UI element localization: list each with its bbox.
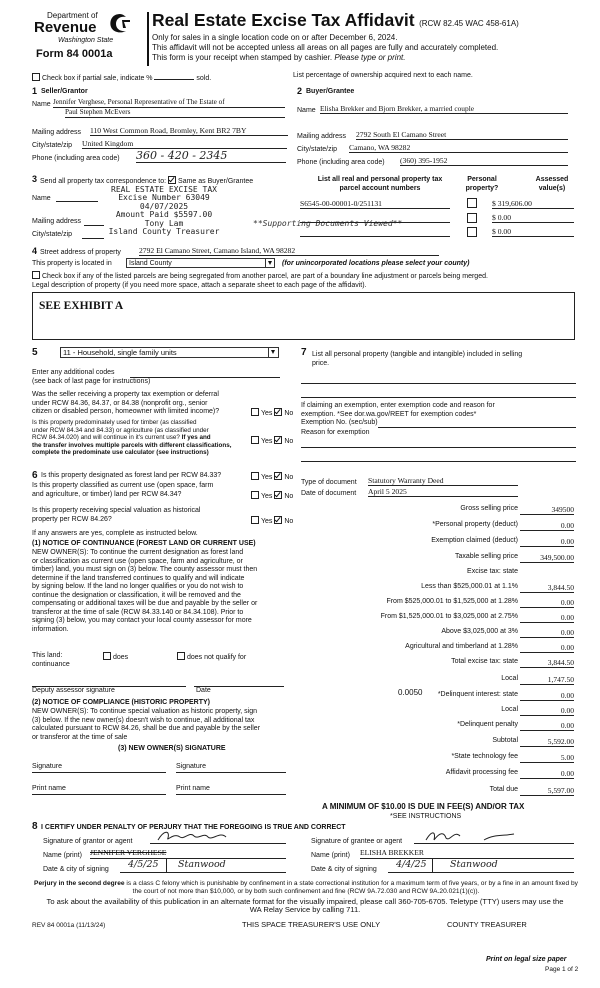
calc-value[interactable]: 0.00 <box>520 706 574 716</box>
local-rate: 0.0050 <box>398 688 423 697</box>
calc-value[interactable]: 0.00 <box>520 643 574 653</box>
same-as-buyer-checkbox[interactable] <box>168 176 176 184</box>
s6-q1-yes-checkbox[interactable] <box>251 472 259 480</box>
q2-text <box>32 419 252 457</box>
q2-line-2: under RCW 84.34 and 84.33) or agriculture (as classified under <box>32 426 209 434</box>
county-select[interactable]: Island County <box>126 258 268 268</box>
s6-q2-yesno <box>251 491 293 502</box>
calc-value[interactable]: 0.00 <box>520 598 574 608</box>
calc-label: Taxable selling price <box>454 553 518 560</box>
does-not-option <box>177 652 246 663</box>
corr-mail-field[interactable] <box>84 224 104 226</box>
ownership-note: List percentage of ownership acquired next to each name. <box>293 72 473 79</box>
q1-yesno <box>251 408 293 419</box>
owner-print-label-1: Print name <box>32 785 66 792</box>
legal-label: Legal description of property (if you need more space, attach a separate sheet to each page of the affidavit). <box>32 282 367 289</box>
deputy-label: Deputy assessor signature <box>32 687 115 694</box>
grantor-date: 4/5/25 <box>128 859 159 870</box>
calc-value[interactable]: 0.00 <box>520 691 574 701</box>
calc-label: Total due <box>489 786 518 793</box>
calc-value[interactable]: 1,747.50 <box>520 675 574 685</box>
parcel-number[interactable]: S6545-00-00001-0/251131 <box>300 199 450 209</box>
grantee-city: Stanwood <box>450 859 498 870</box>
segregated-label: Check box if any of the listed parcels are being segregated from another parcel, are part of a boundary line adjustment or parcels being merged. <box>42 273 488 280</box>
grantee-date: 4/4/25 <box>396 859 427 870</box>
stamp-line-1: REAL ESTATE EXCISE TAX <box>111 185 217 194</box>
s6-q3-yes-checkbox[interactable] <box>251 516 259 524</box>
q2-yesno <box>251 436 293 447</box>
calc-label: Total excise tax: state <box>451 658 518 665</box>
partial-sale-label: Check box if partial sale, indicate % <box>42 75 153 82</box>
s6-q3-no-checkbox[interactable] <box>274 516 282 524</box>
notice2-line-4: or transferor at the time of sale <box>32 733 128 741</box>
stamp-line-2: Excise Number 63049 <box>118 193 210 203</box>
segregated-checkbox[interactable] <box>32 271 40 279</box>
seller-name-label: Name <box>32 101 51 108</box>
assessed-heading-2: value(s) <box>538 184 566 192</box>
calc-label: Excise tax: state <box>467 568 518 575</box>
calc-label: Local <box>501 706 518 713</box>
grantor-date-label: Date & city of signing <box>43 866 109 873</box>
seller-mail[interactable]: 110 West Common Road, Bromley, Kent BR2 7BY <box>90 126 288 136</box>
calc-value[interactable]: 0.00 <box>520 521 574 531</box>
corr-mail-label: Mailing address <box>32 218 82 225</box>
perjury-text: is a class C felony which is punishable by confinement in a state correctional institution for a maximum term of five years, or by a fine in an amount fixed by the court of not more than $10,000, or by both such confinement and fine (RCW 9A.72.030 and RCW 9A.20.021(1)(c)). <box>126 880 578 895</box>
same-as-buyer-label: Same as Buyer/Grantee <box>178 178 254 185</box>
seller-name-line1[interactable]: Jennifer Verghese, Personal Representative of The Estate of <box>53 98 285 108</box>
subtitle-2: This affidavit will not be accepted unless all areas on all pages are fully and accurately completed. <box>152 43 499 52</box>
seller-city-label: City/state/zip <box>32 142 73 149</box>
s6-q3-line-1: Is this property receiving special valuation as historical <box>32 507 201 514</box>
grantee-date-city[interactable] <box>388 859 574 873</box>
street-label: Street address of property <box>40 249 121 256</box>
q1-line-2: under RCW 84.36, 84.37, or 84.38 (nonprofit org., senior <box>32 399 208 407</box>
parcel-heading <box>300 176 460 193</box>
does-option <box>103 652 128 663</box>
seller-phone-label: Phone (including area code) <box>32 155 120 162</box>
page-title <box>152 10 519 31</box>
assessed-value-3[interactable]: $ 0.00 <box>492 227 574 237</box>
q2-bold-1: If yes and <box>181 434 211 441</box>
personal-checkbox-3[interactable] <box>467 227 477 237</box>
grantee-date-divider <box>432 859 433 872</box>
use-code-select[interactable]: 11 - Household, single family units <box>60 347 270 358</box>
q1-line-3: citizen or disabled person, homeowner with limited income)? <box>32 408 220 415</box>
rev-number: REV 84 0001a (11/13/24) <box>32 922 106 929</box>
notice1-line-7: compensating or additional taxes will be due and payable by the seller or <box>32 600 258 607</box>
buyer-mail-label: Mailing address <box>297 133 347 140</box>
calc-label: *Personal property (deduct) <box>432 521 518 528</box>
tax-calculation <box>290 505 580 795</box>
q1-yes-checkbox[interactable] <box>251 408 259 416</box>
section-7-line-1: List all personal property (tangible and intangible) included in selling <box>312 351 523 358</box>
certify: I CERTIFY UNDER PENALTY OF PERJURY THAT THE FOREGOING IS TRUE AND CORRECT <box>41 824 346 831</box>
q1-text <box>32 391 219 417</box>
street-address[interactable]: 2792 El Camano Street, Camano Island, WA 98282 <box>139 246 439 256</box>
corr-city-label: City/state/zip <box>32 231 73 238</box>
corr-name-label: Name <box>32 195 51 202</box>
grantor-city: Stanwood <box>178 859 226 870</box>
calc-value[interactable]: 5.00 <box>520 753 574 763</box>
calc-label: Above $3,025,000 at 3% <box>441 628 518 635</box>
subtitle-3 <box>152 53 405 62</box>
buyer-name[interactable]: Elisha Brekker and Bjorn Brekker, a married couple <box>320 104 568 114</box>
does-checkbox[interactable] <box>103 652 111 660</box>
personal-heading-1: Personal <box>467 176 497 183</box>
calc-value[interactable]: 3,844.50 <box>520 658 574 668</box>
form-title: Real Estate Excise Tax Affidavit <box>152 10 415 30</box>
doc-date-label: Date of document <box>301 490 357 497</box>
notice2-line-2: (3) below. If the new owner(s) doesn't wish to continue, all additional tax <box>32 716 255 724</box>
q1-yes-label: Yes <box>261 410 273 417</box>
calc-label: From $1,525,000.01 to $3,025,000 at 2.75% <box>380 613 518 620</box>
calc-label: Local <box>501 675 518 682</box>
s6-note: If any answers are yes, complete as instructed below. <box>32 530 198 537</box>
assessed-heading <box>530 176 574 193</box>
does-label: does <box>113 654 129 661</box>
q1-no-checkbox[interactable] <box>274 408 282 416</box>
exemption-text <box>301 402 495 419</box>
grantor-signature-mark <box>150 828 270 844</box>
grantor-date-city[interactable] <box>120 859 286 873</box>
s6-q1-yesno <box>251 472 293 483</box>
section-6-num: 6 <box>32 470 38 481</box>
subtitle-3b: Please type or print. <box>334 53 406 62</box>
buyer-mail[interactable]: 2792 South El Camano Street <box>356 130 568 140</box>
q2-bold-3: complete the predominate use calculator (see instructions) <box>32 449 209 456</box>
deputy-date-label: Date <box>196 687 211 694</box>
seller-heading: Seller/Grantor <box>41 88 88 95</box>
minimum-note: A MINIMUM OF $10.00 IS DUE IN FEE(S) AND/OR TAX <box>322 802 525 811</box>
calc-label: Less than $525,000.01 at 1.1% <box>421 583 518 590</box>
q2-yes-checkbox[interactable] <box>251 436 259 444</box>
subtitle-1: Only for sales in a single location code on or after December 6, 2024. <box>152 33 398 42</box>
codes-field[interactable] <box>130 376 280 378</box>
personal-checkbox-1[interactable] <box>467 198 477 208</box>
s6-q3 <box>32 507 200 524</box>
buyer-heading: Buyer/Grantee <box>306 88 355 95</box>
calc-value[interactable]: 0.00 <box>520 537 574 547</box>
grantor-signature[interactable] <box>150 828 286 844</box>
s6-q2-line-2: and agriculture, or timber) land per RCW 84.34? <box>32 490 182 498</box>
s6-q2-line-1: Is this property classified as current use (open space, farm <box>32 482 214 489</box>
logo-state: Washington State <box>58 37 114 44</box>
s6-q3-line-2: property per RCW 84.26? <box>32 515 112 523</box>
calc-label: *Delinquent penalty <box>457 721 518 728</box>
perjury-bold: Perjury in the second degree <box>34 880 125 887</box>
s6-q1: Is this property designated as forest land per RCW 84.33? <box>41 472 222 479</box>
segregated-row <box>32 271 488 282</box>
section-3-num: 3 <box>32 174 38 184</box>
q2-no-checkbox[interactable] <box>274 436 282 444</box>
calc-value[interactable]: 0.00 <box>520 721 574 731</box>
section-7-num: 7 <box>301 347 307 358</box>
notice1-line-3: timber) land, you must sign on (3) below. The county assessor must then <box>32 566 258 573</box>
s6-q3-no-label: No <box>284 518 294 525</box>
calc-value[interactable]: 5,597.00 <box>520 786 574 796</box>
grantee-date-label: Date & city of signing <box>311 866 377 873</box>
seller-city[interactable]: United Kingdom <box>82 139 287 149</box>
grantor-sig-label: Signature of grantor or agent <box>43 838 133 845</box>
new-owner-sig-heading: (3) NEW OWNER(S) SIGNATURE <box>118 745 226 752</box>
notice1-line-5: by signing below. If the land no longer qualifies or you do not wish to <box>32 583 244 590</box>
form-statute: (RCW 82.45 WAC 458-61A) <box>419 19 519 28</box>
notice1-line-6: continue the designation or classification, it will be removed and the <box>32 591 241 599</box>
doc-type-label: Type of document <box>301 479 357 486</box>
section-1-num: 1 <box>32 86 38 96</box>
q2-line-3a: RCW 84.34.020) and will continue in it's current use? <box>32 434 180 441</box>
correspondence-label: Send all property tax correspondence to: <box>40 178 167 185</box>
exemption-line-1: If claiming an exemption, enter exemption code and reason for <box>301 402 495 409</box>
assessed-heading-1: Assessed <box>535 176 569 183</box>
perjury-notice <box>32 880 580 896</box>
buyer-city-label: City/state/zip <box>297 146 338 153</box>
s6-q2-yes-checkbox[interactable] <box>251 491 259 499</box>
section-5-num: 5 <box>32 347 38 358</box>
seller-mail-label: Mailing address <box>32 129 82 136</box>
parcel-line-3[interactable] <box>300 235 450 237</box>
notice2-line-1: NEW OWNER(S): To continue special valuation as historic property, sign <box>32 708 257 715</box>
partial-sale-percent-field[interactable] <box>154 72 194 80</box>
located-note: (for unincorporated locations please select your county) <box>282 260 470 267</box>
partial-sale-sold: sold. <box>196 75 212 82</box>
personal-property-line-1[interactable] <box>301 382 576 384</box>
s6-q1-yes-label: Yes <box>261 474 273 481</box>
parcel-heading-1: List all real and personal property tax <box>317 176 443 183</box>
owner-sig-label-2: Signature <box>176 763 206 770</box>
codes-label: Enter any additional codes <box>32 369 115 376</box>
treasurer-stamp <box>104 186 224 236</box>
stamp-line-6: Island County Treasurer <box>108 227 220 237</box>
calc-value[interactable]: 349500 <box>520 505 574 515</box>
grantee-name-label: Name (print) <box>311 852 350 859</box>
located-label: This property is located in <box>32 260 112 267</box>
personal-checkbox-2[interactable] <box>467 213 477 223</box>
partial-sale-checkbox[interactable] <box>32 73 40 81</box>
county-chevron-down-icon[interactable] <box>265 258 275 268</box>
grantee-signature[interactable] <box>414 828 574 844</box>
section-4-num: 4 <box>32 246 38 256</box>
calc-value[interactable]: 0.00 <box>520 628 574 638</box>
calc-label: Exemption claimed (deduct) <box>431 537 518 544</box>
grantee-sig-label: Signature of grantee or agent <box>311 838 403 845</box>
calc-label: Agricultural and timberland at 1.28% <box>405 643 518 650</box>
q2-bold-2: the transfer involves multiple parcels with different classifications, <box>32 441 232 449</box>
notice1-line-10: information. <box>32 625 69 633</box>
calc-value[interactable]: 0.00 <box>520 613 574 623</box>
notice2-body <box>32 708 260 742</box>
form-number: Form 84 0001a <box>36 48 113 60</box>
stamp-line-3: 04/07/2025 <box>139 201 189 211</box>
does-not-checkbox[interactable] <box>177 652 185 660</box>
notice1-line-8: transferor at the time of sale (RCW 84.33.140 or 84.34.108). Prior to <box>32 608 244 616</box>
assessed-value-2[interactable]: $ 0.00 <box>492 213 574 223</box>
logo-dept: Department of <box>47 11 98 20</box>
s6-q2-yes-label: Yes <box>261 493 273 500</box>
s6-q2-no-label: No <box>284 493 294 500</box>
notice1-body <box>32 549 257 634</box>
legal-description: SEE EXHIBIT A <box>39 300 124 312</box>
stamp-supporting-note: **Supporting Documents Viewed** <box>253 219 403 228</box>
q2-line-3 <box>32 434 252 442</box>
parcel-line-2[interactable] <box>300 221 450 223</box>
s6-q1-no-label: No <box>284 474 294 481</box>
logo-revenue: Revenue <box>34 19 97 36</box>
codes-note: (see back of last page for instructions) <box>32 378 151 385</box>
section-8-num: 8 <box>32 821 38 832</box>
notice2-line-3: calculated pursuant to RCW 84.26, shall be due and payable by the seller <box>32 725 261 732</box>
personal-heading-2: property? <box>465 184 499 192</box>
s6-q1-no-checkbox[interactable] <box>274 472 282 480</box>
reason-line-2[interactable] <box>301 460 576 462</box>
q2-no-label: No <box>284 438 294 445</box>
calc-value[interactable]: 0.00 <box>520 769 574 779</box>
alt-format-notice: To ask about the availability of this publication in an alternate format for the visually impaired, please call 360-705-6705. Teletype (TTY) users may use the WA Relay Service by calling 711. <box>46 897 564 915</box>
s6-q2-no-checkbox[interactable] <box>274 491 282 499</box>
section-7-label <box>312 351 522 368</box>
grantee-name[interactable]: ELISHA BREKKER <box>360 848 574 859</box>
header-divider <box>147 12 149 66</box>
stamp-line-5: Tony Lam <box>144 218 184 228</box>
s6-q2 <box>32 482 213 499</box>
seller-phone[interactable]: 360 - 420 - 2345 <box>136 149 286 163</box>
q2-yes-label: Yes <box>261 438 273 445</box>
notice1-line-4: determine if the land transferred continues to qualify and will indicate <box>32 574 245 582</box>
exemption-no-label: Exemption No. (sec/sub) <box>301 419 378 426</box>
calc-label: From $525,000.01 to $1,525,000 at 1.28% <box>386 598 518 605</box>
notice1-head: (1) NOTICE OF CONTINUANCE (FOREST LAND OR CURRENT USE) <box>32 540 256 547</box>
reason-label: Reason for exemption <box>301 429 370 436</box>
assessed-value-1[interactable]: $ 319,606.00 <box>492 199 574 209</box>
grantor-name[interactable]: JENNIFER VERGHESE <box>90 848 286 859</box>
calc-label: *Delinquent interest: state <box>437 691 518 698</box>
treasurer-only: THIS SPACE TREASURER'S USE ONLY <box>242 920 381 929</box>
personal-heading <box>462 176 502 193</box>
exemption-no-field[interactable] <box>378 426 576 428</box>
page-number: Page 1 of 2 <box>545 966 579 973</box>
partial-sale-row <box>32 72 211 84</box>
buyer-city[interactable]: Camano, WA 98282 <box>349 143 568 153</box>
q1-no-label: No <box>284 410 294 417</box>
s6-q3-yesno <box>251 516 293 527</box>
corr-city-field[interactable] <box>82 237 104 239</box>
stamp-line-4: Amount Paid $5597.00 <box>115 210 213 220</box>
section-2-num: 2 <box>297 86 303 96</box>
exemption-line-2: exemption. *See dor.wa.gov/REET for exemption codes* <box>301 410 477 418</box>
seller-name-line2[interactable]: Paul Stephen McEvers <box>65 108 285 118</box>
grantee-signature-mark <box>414 828 564 844</box>
use-code-chevron-down-icon[interactable] <box>268 347 279 358</box>
see-instructions: *SEE INSTRUCTIONS <box>390 813 462 820</box>
does-not-label: does not qualify for <box>187 654 247 661</box>
continuance-label: continuance <box>32 661 70 668</box>
revenue-swoosh-icon <box>108 13 132 35</box>
reason-line-1[interactable] <box>301 446 576 448</box>
notice1-line-2: or classification as current use (open space, farm and agriculture, or <box>32 557 243 565</box>
subtitle-3a: This form is your receipt when stamped by cashier. <box>152 53 333 62</box>
calc-label: *State technology fee <box>451 753 518 760</box>
notice1-line-9: signing (3) below, you may contact your local county assessor for more <box>32 617 252 624</box>
notice2-head: (2) NOTICE OF COMPLIANCE (HISTORIC PROPERTY) <box>32 699 210 706</box>
calc-label: Gross selling price <box>460 505 518 512</box>
notice1-line-1: NEW OWNER(S): To continue the current designation as forest land <box>32 549 244 556</box>
doc-type[interactable]: Statutory Warranty Deed <box>368 476 518 486</box>
revenue-logo <box>32 12 142 64</box>
s6-q3-yes-label: Yes <box>261 518 273 525</box>
legal-paper-note: Print on legal size paper <box>486 956 567 963</box>
owner-sig-label-1: Signature <box>32 763 62 770</box>
personal-property-line-2[interactable] <box>301 396 576 398</box>
calc-value[interactable]: 5,592.00 <box>520 737 574 747</box>
legal-description-box[interactable] <box>32 292 575 340</box>
q2-line-1: Is this property predominately used for timber (as classified <box>32 419 197 426</box>
this-land-label: This land: <box>32 652 63 659</box>
calc-value[interactable]: 3,844.50 <box>520 583 574 593</box>
grantor-name-label: Name (print) <box>43 852 82 859</box>
doc-date[interactable]: April 5 2025 <box>368 487 518 497</box>
corr-name-field[interactable] <box>56 200 98 202</box>
section-7-line-2: price. <box>312 359 330 367</box>
county-treasurer: COUNTY TREASURER <box>447 920 527 929</box>
parcel-heading-2: parcel account numbers <box>339 184 421 192</box>
buyer-phone[interactable]: (360) 395-1952 <box>400 156 568 166</box>
date-divider <box>166 859 167 872</box>
calc-label: Affidavit processing fee <box>445 769 518 776</box>
calc-value[interactable]: 349,500.00 <box>520 553 574 563</box>
buyer-phone-label: Phone (including area code) <box>297 159 385 166</box>
buyer-name-label: Name <box>297 107 316 114</box>
q1-line-1: Was the seller receiving a property tax exemption or deferral <box>32 391 219 398</box>
owner-print-label-2: Print name <box>176 785 210 792</box>
calc-label: Subtotal <box>492 737 518 744</box>
